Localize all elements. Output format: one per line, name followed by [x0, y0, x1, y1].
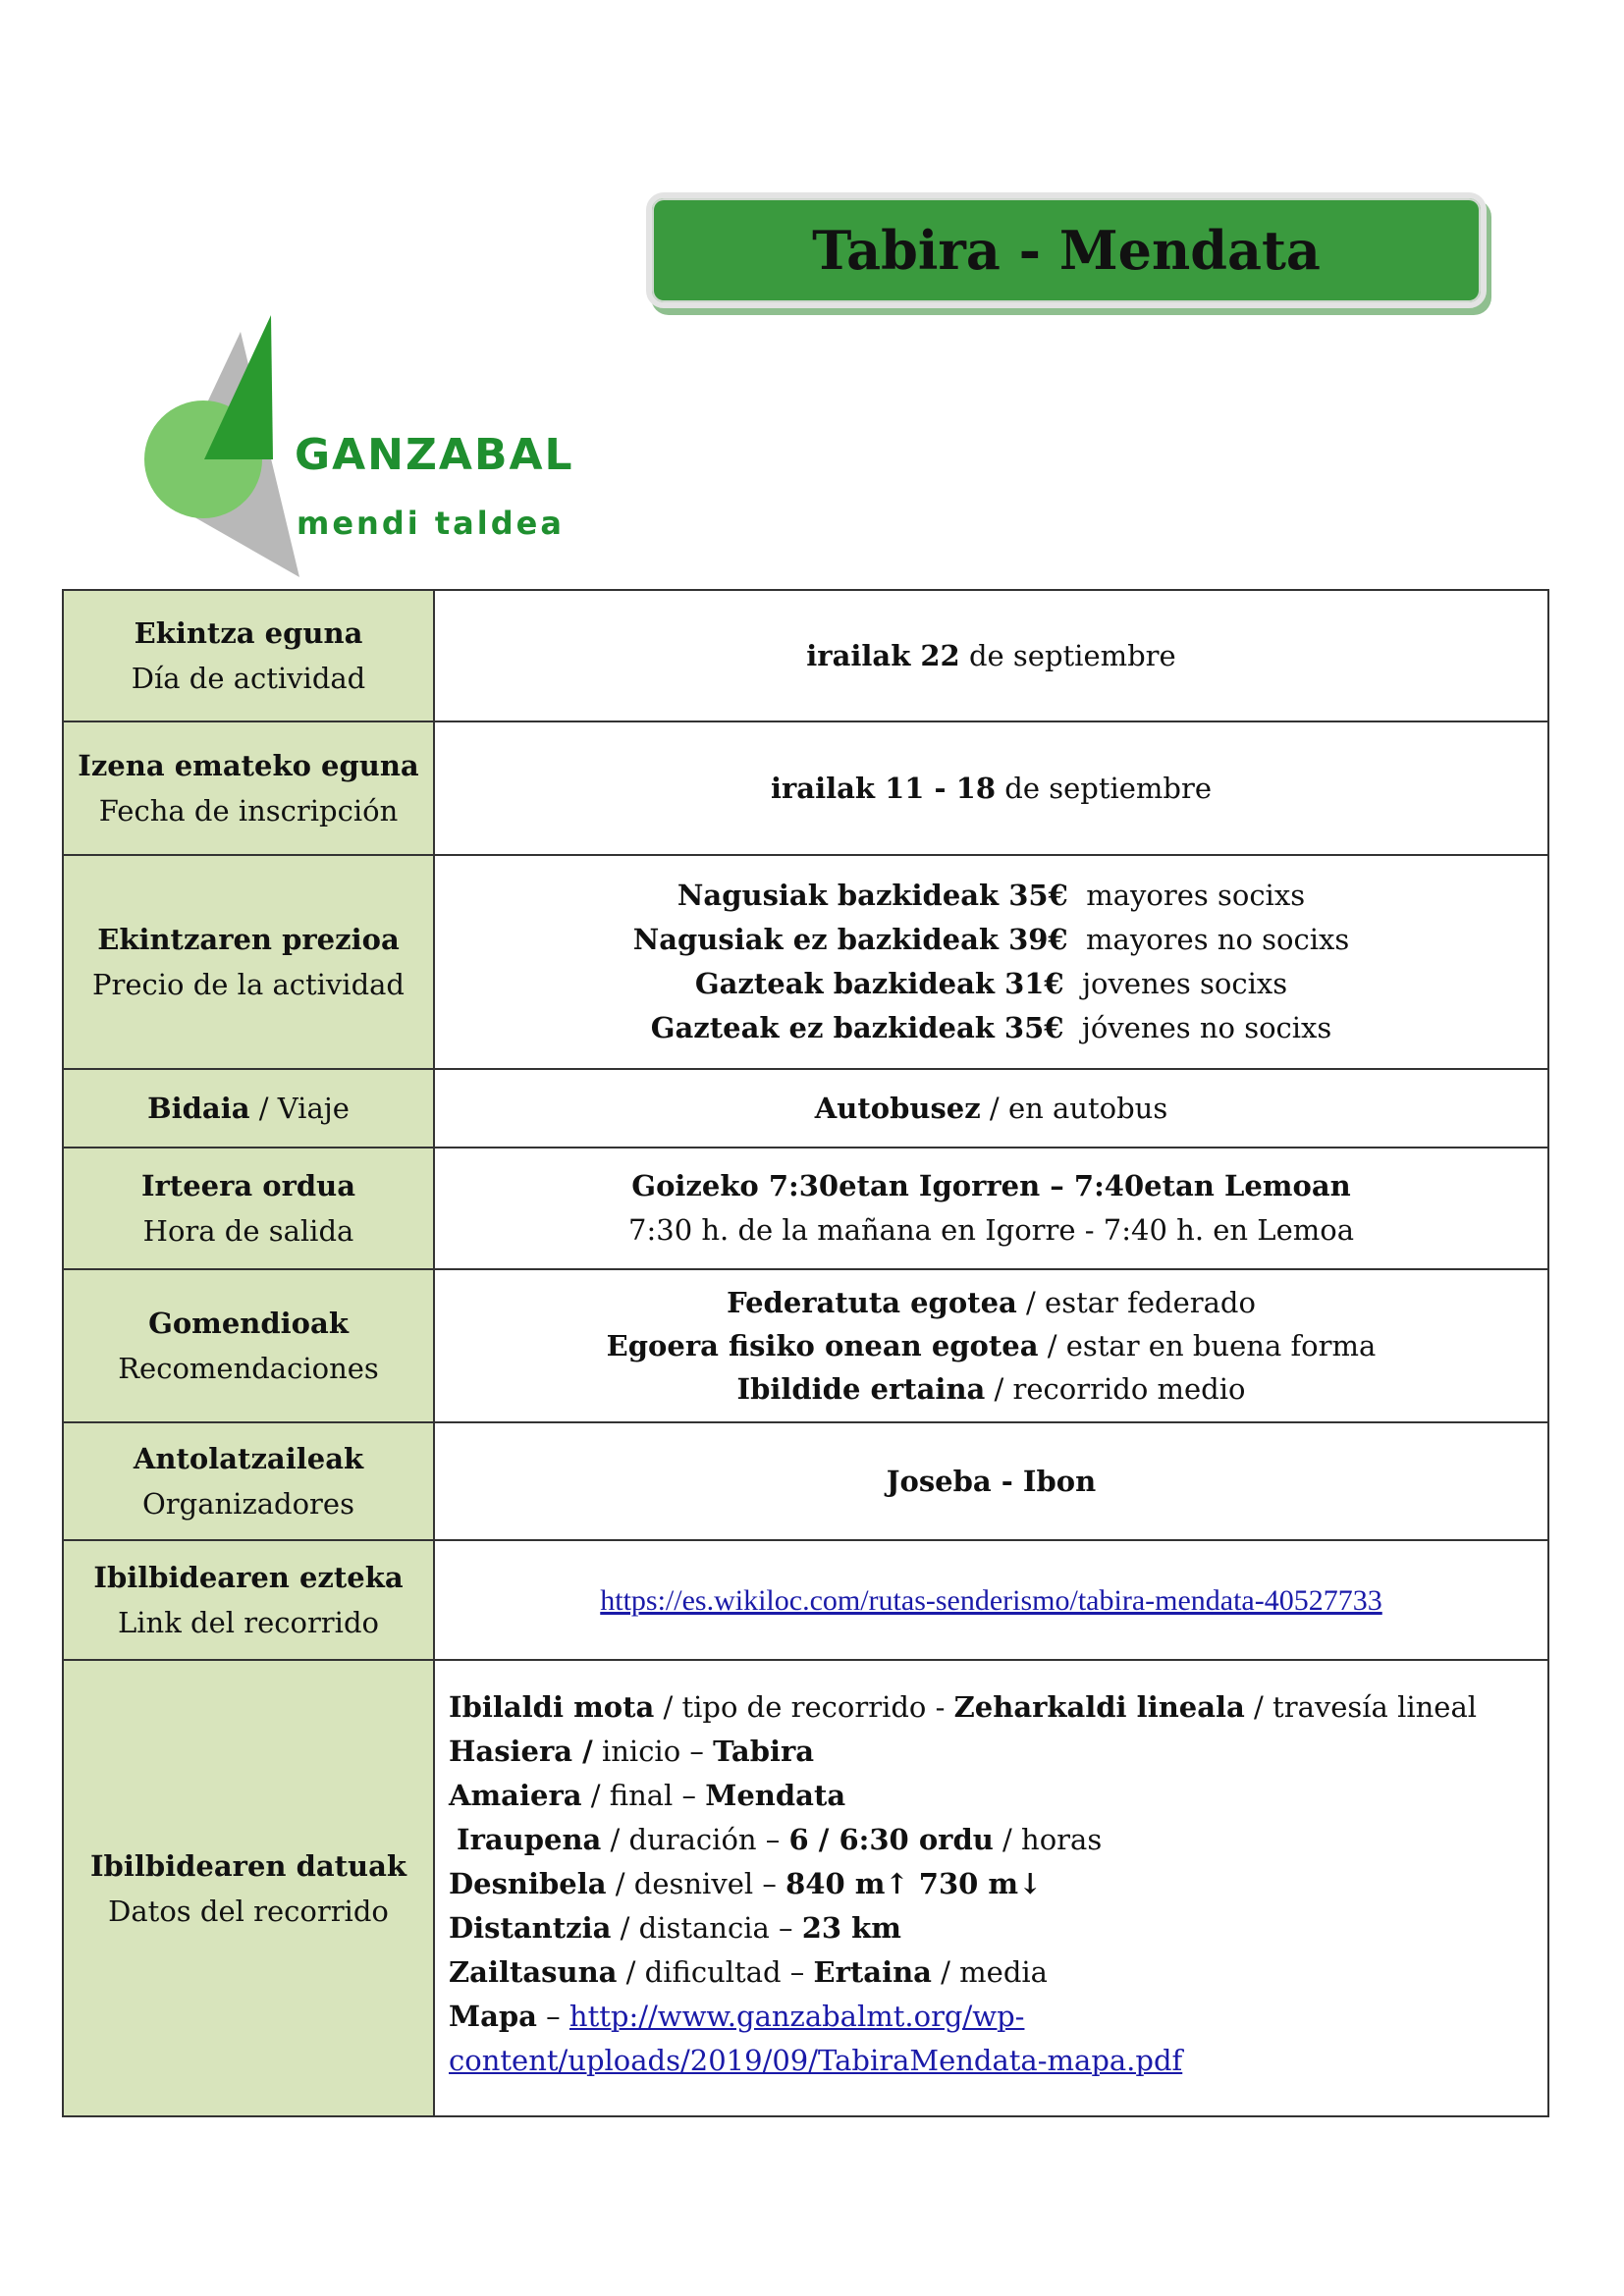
label-eu: Ibilbidearen datuak: [89, 1848, 407, 1883]
label-cell: [63, 1069, 434, 1148]
value-cell: [434, 1269, 1548, 1422]
value-cell: [434, 1540, 1548, 1660]
label-eu: Gomendioak: [148, 1307, 349, 1340]
map-link[interactable]: http://www.ganzabalmt.org/wp- content/uploads/2019/09/TabiraMendata-mapa.pdf: [449, 2000, 1183, 2077]
label-cell: [63, 590, 434, 721]
travel-sep: /: [980, 1091, 1008, 1125]
price-line: Gazteak ez bazkideak 35€ jóvenes no socixs: [650, 1011, 1332, 1044]
date-eu: irailak 22: [806, 638, 960, 672]
label-cell: [63, 721, 434, 855]
route-link[interactable]: https://es.wikiloc.com/rutas-senderismo/tabira-mendata-40527733: [600, 1583, 1382, 1617]
registration-es: de septiembre: [1004, 771, 1212, 805]
departure-eu: Goizeko 7:30etan Igorren – 7:40etan Lemoan: [631, 1169, 1351, 1202]
row-registration: [63, 721, 1548, 855]
label-es: Hora de salida: [142, 1214, 354, 1248]
rec-2-es: / estar en buena forma: [1038, 1329, 1377, 1362]
label-sep: /: [249, 1092, 278, 1125]
value-cell: [434, 590, 1548, 721]
departure-es: 7:30 h. de la mañana en Igorre - 7:40 h. en Lemoa: [628, 1213, 1354, 1247]
label-cell: [63, 1660, 434, 2116]
label-es: Datos del recorrido: [108, 1894, 389, 1928]
rec-2-eu: Egoera fisiko onean egotea: [606, 1329, 1039, 1362]
label-eu: Ekintza eguna: [134, 616, 363, 650]
rec-1-es: / estar federado: [1016, 1286, 1256, 1319]
rec-3-es: / recorrido medio: [985, 1372, 1246, 1406]
row-link: [63, 1540, 1548, 1660]
label-es: Recomendaciones: [118, 1352, 379, 1385]
label-es: Día de actividad: [131, 662, 366, 695]
registration-eu: irailak 11 - 18: [771, 771, 997, 805]
label-es: Organizadores: [142, 1487, 354, 1521]
detail-elevation: Desnibela / desnivel – 840 m↑ 730 m↓: [449, 1867, 1043, 1900]
label-cell: [63, 855, 434, 1069]
logo-subtitle: mendi taldea: [297, 505, 565, 542]
logo-name: GANZABAL: [295, 430, 574, 480]
detail-end: Amaiera / final – Mendata: [449, 1779, 846, 1812]
value-cell: [434, 721, 1548, 855]
row-price: [63, 855, 1548, 1069]
label-eu: Irteera ordua: [140, 1169, 356, 1202]
price-line: Gazteak bazkideak 31€ jovenes socixs: [694, 967, 1288, 1000]
value-cell: Joseba - Ibon: [434, 1422, 1548, 1540]
value-cell: [434, 1148, 1548, 1269]
rec-3-eu: Ibildide ertaina: [736, 1372, 986, 1406]
label-es: Viaje: [277, 1092, 350, 1125]
row-travel: [63, 1069, 1548, 1148]
details-cell: [434, 1660, 1548, 2116]
price-line: Nagusiak ez bazkideak 39€ mayores no socixs: [632, 923, 1350, 956]
date-es: de septiembre: [968, 638, 1176, 672]
label-eu: Ibilbidearen ezteka: [93, 1561, 404, 1594]
label-eu: Ekintzaren prezioa: [97, 923, 400, 956]
travel-eu: Autobusez: [814, 1091, 981, 1125]
label-cell: [63, 1422, 434, 1540]
detail-map: Mapa – http://www.ganzabalmt.org/wp- content/uploads/2019/09/TabiraMendata-mapa.pdf: [449, 2000, 1183, 2077]
rec-1-eu: Federatuta egotea: [727, 1286, 1017, 1319]
page-title: Tabira - Mendata: [812, 219, 1321, 282]
value-cell: [434, 1069, 1548, 1148]
label-eu: Antolatzaileak: [133, 1442, 364, 1475]
label-cell: [63, 1148, 434, 1269]
label-eu: Bidaia: [147, 1092, 250, 1125]
detail-difficulty: Zailtasuna / dificultad – Ertaina / media: [449, 1955, 1048, 1989]
row-recommendations: [63, 1269, 1548, 1422]
label-eu: Izena emateko eguna: [78, 749, 419, 782]
label-es: Fecha de inscripción: [98, 794, 399, 828]
row-details: [63, 1660, 1548, 2116]
detail-type: Ibilaldi mota / tipo de recorrido - Zeharkaldi lineala / travesía lineal: [449, 1690, 1478, 1724]
detail-start: Hasiera / inicio – Tabira: [449, 1735, 815, 1768]
label-es: Link del recorrido: [118, 1606, 379, 1639]
row-organizers: [63, 1422, 1548, 1540]
detail-duration: Iraupena / duración – 6 / 6:30 ordu / horas: [457, 1823, 1103, 1856]
activity-table: [62, 589, 1549, 2117]
travel-es: en autobus: [1007, 1091, 1168, 1125]
label-cell: [63, 1269, 434, 1422]
title-banner: [646, 192, 1487, 308]
label-es: Precio de la actividad: [92, 968, 405, 1001]
row-date: [63, 590, 1548, 721]
detail-distance: Distantzia / distancia – 23 km: [449, 1911, 901, 1945]
value-cell: [434, 855, 1548, 1069]
row-departure: [63, 1148, 1548, 1269]
price-line: Nagusiak bazkideak 35€ mayores socixs: [677, 879, 1306, 912]
label-cell: [63, 1540, 434, 1660]
